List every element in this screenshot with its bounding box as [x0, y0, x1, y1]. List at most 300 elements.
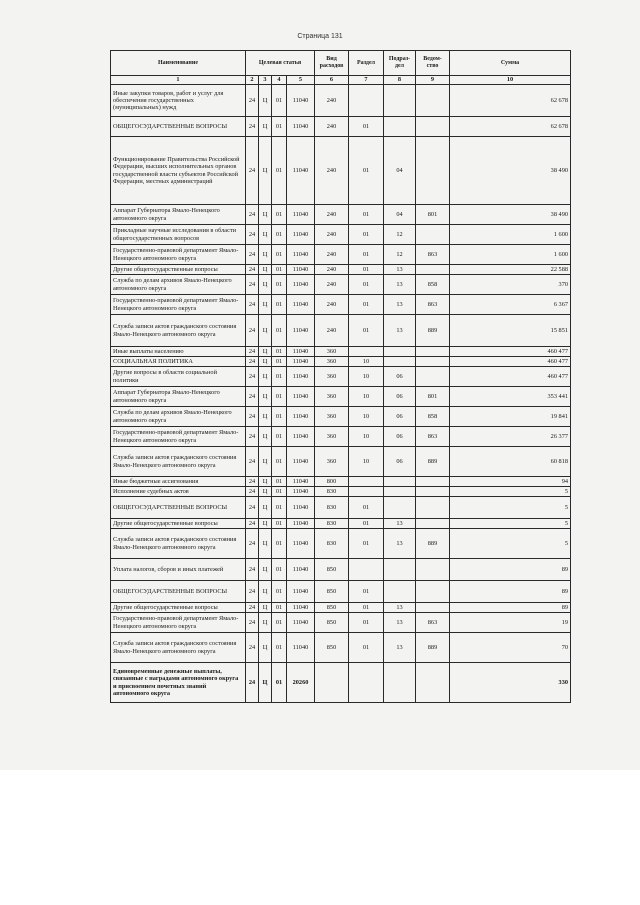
table-row — [111, 581, 571, 603]
expense-type-cell: 360 — [315, 367, 349, 387]
target-part-2-cell: Ц — [259, 613, 272, 633]
amount-cell: 353 441 — [450, 387, 571, 407]
table-row — [111, 477, 571, 487]
target-part-1-cell: 24 — [246, 603, 259, 613]
department-code-cell — [416, 581, 450, 603]
subsection-code-cell: 06 — [384, 447, 416, 477]
section-code-cell: 01 — [349, 497, 384, 519]
target-part-2-cell: Ц — [259, 447, 272, 477]
column-number: 3 — [259, 76, 272, 85]
header-section: Раздел — [349, 51, 384, 76]
row-name-cell: Аппарат Губернатора Ямало-Ненецкого автономного округа — [111, 387, 246, 407]
target-part-2-cell: Ц — [259, 357, 272, 367]
amount-cell: 5 — [450, 519, 571, 529]
subsection-code-cell: 13 — [384, 633, 416, 663]
target-part-2-cell: Ц — [259, 387, 272, 407]
target-part-1-cell: 24 — [246, 265, 259, 275]
target-part-3-cell: 01 — [272, 295, 287, 315]
row-name-cell: Прикладные научные исследования в области общегосударственных вопросов — [111, 225, 246, 245]
department-code-cell: 889 — [416, 633, 450, 663]
department-code-cell — [416, 347, 450, 357]
table-row — [111, 295, 571, 315]
subsection-code-cell — [384, 477, 416, 487]
target-part-3-cell: 01 — [272, 581, 287, 603]
section-code-cell: 01 — [349, 581, 384, 603]
amount-cell: 15 851 — [450, 315, 571, 347]
column-number: 6 — [315, 76, 349, 85]
column-number: 5 — [287, 76, 315, 85]
expense-type-cell: 360 — [315, 347, 349, 357]
expense-type-cell: 800 — [315, 477, 349, 487]
department-code-cell: 889 — [416, 447, 450, 477]
target-part-4-cell: 11040 — [287, 85, 315, 117]
target-part-3-cell: 01 — [272, 387, 287, 407]
target-part-2-cell: Ц — [259, 519, 272, 529]
expense-type-cell: 850 — [315, 613, 349, 633]
header-row — [111, 51, 571, 76]
expense-type-cell: 240 — [315, 137, 349, 205]
row-name-cell: ОБЩЕГОСУДАРСТВЕННЫЕ ВОПРОСЫ — [111, 497, 246, 519]
target-part-4-cell: 11040 — [287, 581, 315, 603]
target-part-3-cell: 01 — [272, 477, 287, 487]
section-code-cell — [349, 477, 384, 487]
target-part-4-cell: 11040 — [287, 497, 315, 519]
subsection-code-cell — [384, 487, 416, 497]
table-row — [111, 205, 571, 225]
expense-type-cell: 360 — [315, 357, 349, 367]
target-part-4-cell: 11040 — [287, 613, 315, 633]
amount-cell: 460 477 — [450, 347, 571, 357]
amount-cell: 5 — [450, 529, 571, 559]
target-part-3-cell: 01 — [272, 315, 287, 347]
subsection-code-cell: 13 — [384, 275, 416, 295]
expense-type-cell: 240 — [315, 85, 349, 117]
department-code-cell: 858 — [416, 275, 450, 295]
target-part-3-cell: 01 — [272, 519, 287, 529]
section-code-cell: 01 — [349, 275, 384, 295]
target-part-4-cell: 11040 — [287, 559, 315, 581]
amount-cell: 62 678 — [450, 85, 571, 117]
row-name-cell: СОЦИАЛЬНАЯ ПОЛИТИКА — [111, 357, 246, 367]
target-part-3-cell: 01 — [272, 117, 287, 137]
target-part-4-cell: 11040 — [287, 519, 315, 529]
department-code-cell: 863 — [416, 245, 450, 265]
row-name-cell: Исполнение судебных актов — [111, 487, 246, 497]
row-name-cell: Служба записи актов гражданского состояния Ямало-Ненецкого автономного округа — [111, 315, 246, 347]
target-part-3-cell: 01 — [272, 205, 287, 225]
target-part-2-cell: Ц — [259, 529, 272, 559]
column-number-row — [111, 76, 571, 85]
department-code-cell — [416, 487, 450, 497]
target-part-2-cell: Ц — [259, 633, 272, 663]
target-part-3-cell: 01 — [272, 137, 287, 205]
row-name-cell: ОБЩЕГОСУДАРСТВЕННЫЕ ВОПРОСЫ — [111, 581, 246, 603]
amount-cell: 70 — [450, 633, 571, 663]
subsection-code-cell: 13 — [384, 295, 416, 315]
department-code-cell — [416, 357, 450, 367]
column-number: 10 — [450, 76, 571, 85]
target-part-4-cell: 11040 — [287, 387, 315, 407]
subsection-code-cell — [384, 85, 416, 117]
target-part-3-cell: 01 — [272, 603, 287, 613]
target-part-4-cell: 11040 — [287, 427, 315, 447]
target-part-3-cell: 01 — [272, 447, 287, 477]
target-part-3-cell: 01 — [272, 427, 287, 447]
amount-cell: 38 490 — [450, 205, 571, 225]
row-name-cell: Функционирование Правительства Российской Федерации, высших исполнительных органов государственной власти субъектов Российской Федерации, местных администраций — [111, 137, 246, 205]
expense-type-cell: 240 — [315, 275, 349, 295]
amount-cell: 1 600 — [450, 245, 571, 265]
subsection-code-cell — [384, 663, 416, 703]
subsection-code-cell: 13 — [384, 529, 416, 559]
target-part-1-cell: 24 — [246, 447, 259, 477]
section-code-cell: 10 — [349, 367, 384, 387]
target-part-2-cell: Ц — [259, 315, 272, 347]
target-part-1-cell: 24 — [246, 347, 259, 357]
target-part-1-cell: 24 — [246, 85, 259, 117]
target-part-2-cell: Ц — [259, 295, 272, 315]
target-part-1-cell: 24 — [246, 663, 259, 703]
target-part-4-cell: 11040 — [287, 357, 315, 367]
expense-type-cell: 240 — [315, 225, 349, 245]
amount-cell: 62 678 — [450, 117, 571, 137]
target-part-3-cell: 01 — [272, 613, 287, 633]
section-code-cell: 01 — [349, 295, 384, 315]
target-part-2-cell: Ц — [259, 427, 272, 447]
amount-cell: 60 818 — [450, 447, 571, 477]
row-name-cell: Государственно-правовой департамент Ямало-Ненецкого автономного округа — [111, 613, 246, 633]
table-row — [111, 519, 571, 529]
row-name-cell: Служба по делам архивов Ямало-Ненецкого автономного округа — [111, 407, 246, 427]
target-part-2-cell: Ц — [259, 205, 272, 225]
target-part-3-cell: 01 — [272, 487, 287, 497]
target-part-4-cell: 11040 — [287, 487, 315, 497]
target-part-4-cell: 11040 — [287, 477, 315, 487]
subsection-code-cell: 06 — [384, 407, 416, 427]
target-part-2-cell: Ц — [259, 275, 272, 295]
target-part-2-cell: Ц — [259, 225, 272, 245]
target-part-3-cell: 01 — [272, 275, 287, 295]
target-part-3-cell: 01 — [272, 633, 287, 663]
section-code-cell: 01 — [349, 117, 384, 137]
table-row — [111, 225, 571, 245]
expense-type-cell: 850 — [315, 633, 349, 663]
expense-type-cell: 240 — [315, 205, 349, 225]
target-part-2-cell: Ц — [259, 603, 272, 613]
expense-type-cell: 360 — [315, 447, 349, 477]
target-part-3-cell: 01 — [272, 85, 287, 117]
row-name-cell: Другие общегосударственные вопросы — [111, 265, 246, 275]
target-part-3-cell: 01 — [272, 347, 287, 357]
header-name: Наименование — [111, 51, 246, 76]
target-part-4-cell: 11040 — [287, 295, 315, 315]
subsection-code-cell: 13 — [384, 519, 416, 529]
target-part-4-cell: 11040 — [287, 407, 315, 427]
section-code-cell: 01 — [349, 529, 384, 559]
row-name-cell: Служба записи актов гражданского состояния Ямало-Ненецкого автономного округа — [111, 633, 246, 663]
target-part-1-cell: 24 — [246, 315, 259, 347]
table-row — [111, 497, 571, 519]
amount-cell: 5 — [450, 487, 571, 497]
expense-type-cell: 240 — [315, 117, 349, 137]
row-name-cell: Государственно-правовой департамент Ямало-Ненецкого автономного округа — [111, 295, 246, 315]
target-part-4-cell: 11040 — [287, 367, 315, 387]
table-row — [111, 265, 571, 275]
section-code-cell: 01 — [349, 225, 384, 245]
section-code-cell — [349, 347, 384, 357]
subsection-code-cell: 06 — [384, 367, 416, 387]
department-code-cell — [416, 477, 450, 487]
expense-type-cell: 830 — [315, 529, 349, 559]
target-part-2-cell: Ц — [259, 137, 272, 205]
row-name-cell: Иные бюджетные ассигнования — [111, 477, 246, 487]
subsection-code-cell: 13 — [384, 265, 416, 275]
expense-type-cell: 360 — [315, 387, 349, 407]
department-code-cell — [416, 225, 450, 245]
table-row — [111, 529, 571, 559]
target-part-2-cell: Ц — [259, 347, 272, 357]
amount-cell: 89 — [450, 559, 571, 581]
department-code-cell — [416, 117, 450, 137]
target-part-4-cell: 11040 — [287, 633, 315, 663]
amount-cell: 89 — [450, 603, 571, 613]
column-number: 9 — [416, 76, 450, 85]
target-part-3-cell: 01 — [272, 357, 287, 367]
amount-cell: 26 377 — [450, 427, 571, 447]
target-part-1-cell: 24 — [246, 529, 259, 559]
subsection-code-cell: 13 — [384, 315, 416, 347]
expense-type-cell: 830 — [315, 487, 349, 497]
expense-type-cell: 850 — [315, 559, 349, 581]
table-row — [111, 367, 571, 387]
table-row — [111, 85, 571, 117]
row-name-cell: Аппарат Губернатора Ямало-Ненецкого автономного округа — [111, 205, 246, 225]
department-code-cell — [416, 559, 450, 581]
expense-type-cell: 850 — [315, 581, 349, 603]
section-code-cell — [349, 559, 384, 581]
row-name-cell: Другие вопросы в области социальной политики — [111, 367, 246, 387]
subsection-code-cell: 12 — [384, 225, 416, 245]
target-part-1-cell: 24 — [246, 367, 259, 387]
row-name-cell: Государственно-правовой департамент Ямало-Ненецкого автономного округа — [111, 245, 246, 265]
row-name-cell: Служба записи актов гражданского состояния Ямало-Ненецкого автономного округа — [111, 447, 246, 477]
expense-type-cell: 830 — [315, 497, 349, 519]
expense-type-cell — [315, 663, 349, 703]
amount-cell: 19 — [450, 613, 571, 633]
target-part-3-cell: 01 — [272, 367, 287, 387]
amount-cell: 6 367 — [450, 295, 571, 315]
expense-type-cell: 830 — [315, 519, 349, 529]
target-part-1-cell: 24 — [246, 387, 259, 407]
table-row — [111, 487, 571, 497]
expense-type-cell: 240 — [315, 315, 349, 347]
target-part-1-cell: 24 — [246, 487, 259, 497]
subsection-code-cell: 04 — [384, 205, 416, 225]
target-part-1-cell: 24 — [246, 407, 259, 427]
table-row — [111, 613, 571, 633]
section-code-cell: 10 — [349, 387, 384, 407]
column-number: 7 — [349, 76, 384, 85]
row-name-cell: Служба записи актов гражданского состояния Ямало-Ненецкого автономного округа — [111, 529, 246, 559]
budget-table — [110, 50, 571, 703]
column-number: 8 — [384, 76, 416, 85]
header-target-article: Целевая статья — [246, 51, 315, 76]
table-row — [111, 275, 571, 295]
table-row — [111, 137, 571, 205]
target-part-3-cell: 01 — [272, 407, 287, 427]
header-department: Ведом-ство — [416, 51, 450, 76]
amount-cell: 19 841 — [450, 407, 571, 427]
department-code-cell — [416, 85, 450, 117]
expense-type-cell: 240 — [315, 265, 349, 275]
target-part-3-cell: 01 — [272, 265, 287, 275]
subsection-code-cell: 06 — [384, 387, 416, 407]
header-subsection: Подраз-дел — [384, 51, 416, 76]
target-part-1-cell: 24 — [246, 477, 259, 487]
target-part-4-cell: 11040 — [287, 205, 315, 225]
subsection-code-cell: 06 — [384, 427, 416, 447]
table-row — [111, 427, 571, 447]
target-part-3-cell: 01 — [272, 497, 287, 519]
section-code-cell — [349, 487, 384, 497]
target-part-1-cell: 24 — [246, 205, 259, 225]
section-code-cell: 01 — [349, 315, 384, 347]
target-part-2-cell: Ц — [259, 559, 272, 581]
target-part-3-cell: 01 — [272, 663, 287, 703]
department-code-cell — [416, 265, 450, 275]
department-code-cell — [416, 603, 450, 613]
subsection-code-cell — [384, 559, 416, 581]
target-part-1-cell: 24 — [246, 559, 259, 581]
target-part-4-cell: 11040 — [287, 315, 315, 347]
target-part-4-cell: 20260 — [287, 663, 315, 703]
target-part-1-cell: 24 — [246, 245, 259, 265]
subsection-code-cell: 12 — [384, 245, 416, 265]
target-part-2-cell: Ц — [259, 497, 272, 519]
target-part-2-cell: Ц — [259, 117, 272, 137]
target-part-2-cell: Ц — [259, 245, 272, 265]
row-name-cell: Единовременные денежные выплаты, связанные с наградами автономного округа и присвоением почетных званий автономного округа — [111, 663, 246, 703]
target-part-2-cell: Ц — [259, 663, 272, 703]
row-name-cell: Иные выплаты населению — [111, 347, 246, 357]
department-code-cell — [416, 497, 450, 519]
row-name-cell: Иные закупки товаров, работ и услуг для обеспечения государственных (муниципальных) нужд — [111, 85, 246, 117]
table-row — [111, 663, 571, 703]
target-part-4-cell: 11040 — [287, 225, 315, 245]
section-code-cell: 01 — [349, 613, 384, 633]
table-row — [111, 357, 571, 367]
page-number: Страница 131 — [297, 33, 343, 40]
target-part-4-cell: 11040 — [287, 137, 315, 205]
target-part-1-cell: 24 — [246, 613, 259, 633]
row-name-cell: Уплата налогов, сборов и иных платежей — [111, 559, 246, 581]
target-part-2-cell: Ц — [259, 85, 272, 117]
target-part-2-cell: Ц — [259, 487, 272, 497]
header-sum: Сумма — [450, 51, 571, 76]
row-name-cell: Другие общегосударственные вопросы — [111, 603, 246, 613]
subsection-code-cell — [384, 347, 416, 357]
section-code-cell: 01 — [349, 265, 384, 275]
target-part-4-cell: 11040 — [287, 245, 315, 265]
section-code-cell: 01 — [349, 519, 384, 529]
target-part-4-cell: 11040 — [287, 347, 315, 357]
amount-cell: 22 588 — [450, 265, 571, 275]
target-part-1-cell: 24 — [246, 225, 259, 245]
table-row — [111, 633, 571, 663]
target-part-1-cell: 24 — [246, 357, 259, 367]
target-part-1-cell: 24 — [246, 633, 259, 663]
header-expense-type: Вид расходов — [315, 51, 349, 76]
subsection-code-cell: 13 — [384, 603, 416, 613]
target-part-1-cell: 24 — [246, 295, 259, 315]
subsection-code-cell: 13 — [384, 613, 416, 633]
section-code-cell — [349, 663, 384, 703]
target-part-1-cell: 24 — [246, 581, 259, 603]
subsection-code-cell — [384, 357, 416, 367]
target-part-1-cell: 24 — [246, 137, 259, 205]
row-name-cell: Другие общегосударственные вопросы — [111, 519, 246, 529]
target-part-3-cell: 01 — [272, 559, 287, 581]
table-row — [111, 315, 571, 347]
department-code-cell: 858 — [416, 407, 450, 427]
amount-cell: 460 477 — [450, 367, 571, 387]
target-part-3-cell: 01 — [272, 225, 287, 245]
amount-cell: 38 490 — [450, 137, 571, 205]
target-part-3-cell: 01 — [272, 529, 287, 559]
expense-type-cell: 360 — [315, 427, 349, 447]
table-row — [111, 347, 571, 357]
column-number: 1 — [111, 76, 246, 85]
section-code-cell: 10 — [349, 357, 384, 367]
department-code-cell: 863 — [416, 295, 450, 315]
amount-cell: 1 600 — [450, 225, 571, 245]
department-code-cell — [416, 519, 450, 529]
amount-cell: 370 — [450, 275, 571, 295]
section-code-cell: 10 — [349, 447, 384, 477]
section-code-cell: 01 — [349, 137, 384, 205]
department-code-cell: 801 — [416, 205, 450, 225]
table-row — [111, 559, 571, 581]
table-row — [111, 117, 571, 137]
target-part-4-cell: 11040 — [287, 265, 315, 275]
target-part-4-cell: 11040 — [287, 529, 315, 559]
expense-type-cell: 850 — [315, 603, 349, 613]
amount-cell: 330 — [450, 663, 571, 703]
amount-cell: 5 — [450, 497, 571, 519]
expense-type-cell: 360 — [315, 407, 349, 427]
table-row — [111, 387, 571, 407]
amount-cell: 89 — [450, 581, 571, 603]
department-code-cell: 801 — [416, 387, 450, 407]
target-part-2-cell: Ц — [259, 367, 272, 387]
subsection-code-cell — [384, 117, 416, 137]
department-code-cell — [416, 663, 450, 703]
target-part-2-cell: Ц — [259, 581, 272, 603]
department-code-cell: 889 — [416, 529, 450, 559]
expense-type-cell: 240 — [315, 245, 349, 265]
department-code-cell: 863 — [416, 613, 450, 633]
amount-cell: 94 — [450, 477, 571, 487]
department-code-cell: 889 — [416, 315, 450, 347]
amount-cell: 460 477 — [450, 357, 571, 367]
department-code-cell — [416, 137, 450, 205]
row-name-cell: Государственно-правовой департамент Ямало-Ненецкого автономного округа — [111, 427, 246, 447]
target-part-4-cell: 11040 — [287, 447, 315, 477]
target-part-1-cell: 24 — [246, 427, 259, 447]
target-part-4-cell: 11040 — [287, 603, 315, 613]
target-part-1-cell: 24 — [246, 275, 259, 295]
section-code-cell: 01 — [349, 205, 384, 225]
